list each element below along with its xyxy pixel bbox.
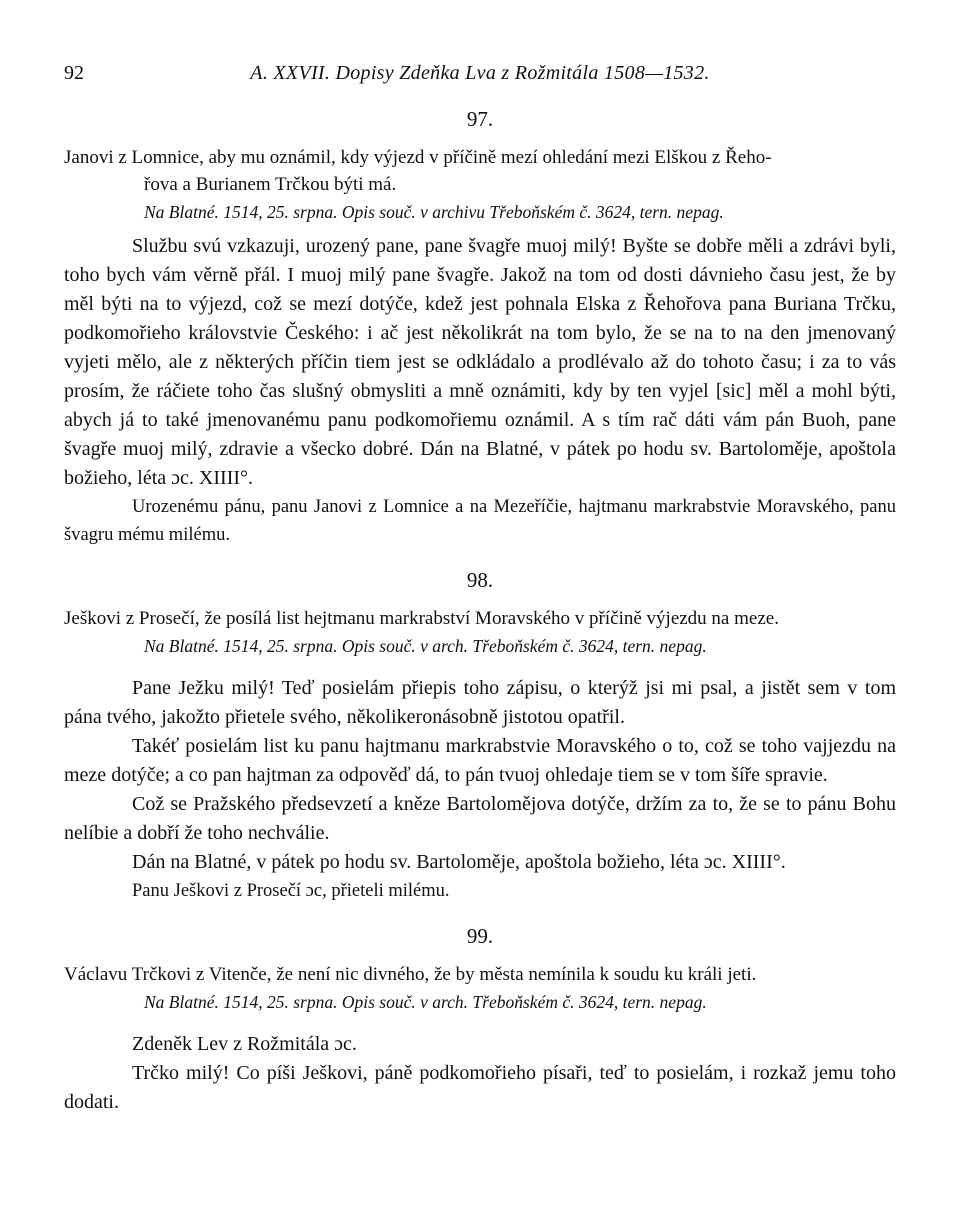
letter-summary <box>64 144 896 198</box>
source-note: Na Blatné. 1514, 25. srpna. Opis souč. v arch. Třeboňském č. 3624, tern. nepag. <box>144 992 707 1012</box>
source-note: Na Blatné. 1514, 25. srpna. Opis souč. v archivu Třeboňském č. 3624, tern. nepag. <box>144 202 724 222</box>
letter-paragraph: Pane Ježku milý! Teď posielám přiepis toho zápisu, o kterýž jsi mi psal, a jistět sem v tom pána tvého, jakožto přietele svého, několikeronásobně jistotou opatřil. <box>64 677 896 728</box>
letter-number: 97. <box>466 107 494 131</box>
letter-body: Službu svú vzkazuji, urozený pane, pane švagře muoj milý! Byšte se dobře měli a zdrávi byli, toho bych vám věrně přál. I muoj milý pane švagře. Jakož na tom od dosti dávnieho času jest, že by měl býti na to výjezd, což se mezí dotýče, kdež jest pohnala Elska z Řehořova pana Buriana Trčku, podkomořieho královstvie Českého: i ač jest několikrát na tom bylo, že se na to na den jmenovaný vyjeti mělo, ale z některých příčin tiem jest se odkládalo a prodlévalo až do tohoto času; i za to vás prosím, že ráčiete toho čas slušný obmysliti a mně oznámiti, kdy by ten vyjel [sic] měl a mohl býti, abych já to také jmenovanému panu podkomořiemu oznámil. A s tím rač dáti vám pán Buoh, pane švagře muoj milý, zdravie a všecko dobré. Dán na Blatné, v pátek po hodu sv. Bartoloměje, apoštola božieho, léta ɔc. XIIII°. <box>64 235 896 489</box>
letter-98 <box>64 567 896 905</box>
letter-number: 98. <box>466 568 494 592</box>
source-note: Na Blatné. 1514, 25. srpna. Opis souč. v arch. Třeboňském č. 3624, tern. nepag. <box>144 636 707 656</box>
letter-paragraph: Trčko milý! Co píši Ješkovi, páně podkomořieho písaři, teď to posielám, i rozkaž jemu toho dodati. <box>64 1062 896 1113</box>
letter-summary: Václavu Trčkovi z Vitenče, že není nic divného, že by města nemínila k soudu ku králi jeti. <box>64 964 757 985</box>
letter-paragraph: Což se Pražského předsevzetí a kněze Bartolomějova dotýče, držím za to, že se to pánu Bohu nelíbie a dobří že toho nechválie. <box>64 793 896 844</box>
summary-line: řova a Burianem Trčkou býti má. <box>144 174 397 195</box>
running-title: A. XXVII. Dopisy Zdeňka Lva z Rožmitála 1508—1532. <box>250 62 710 84</box>
letter-salutation: Zdeněk Lev z Rožmitála ɔc. <box>132 1033 357 1055</box>
letter-dating: Dán na Blatné, v pátek po hodu sv. Bartoloměje, apoštola božieho, léta ɔc. XIIII°. <box>132 851 786 873</box>
letter-99 <box>64 923 896 1117</box>
letter-address: Panu Ješkovi z Prosečí ɔc, přieteli milému. <box>132 881 450 901</box>
letter-number: 99. <box>466 924 494 948</box>
letter-97 <box>64 106 896 549</box>
letter-paragraph: Takéť posielám list ku panu hajtmanu markrabstvie Moravského o to, což se toho vajjezdu na meze dotýče; a co pan hajtman za odpověď dá, to pán tvuoj ohledaje tiem se v tom šíře spravie. <box>64 735 896 786</box>
letter-address: Urozenému pánu, panu Janovi z Lomnice a na Mezeříčie, hajtmanu markrabstvie Moravského, panu švagru mému milému. <box>64 497 896 545</box>
page-number: 92 <box>64 62 84 84</box>
summary-line: Janovi z Lomnice, aby mu oznámil, kdy výjezd v příčině mezí ohledání mezi Elškou z Řeho- <box>64 147 772 168</box>
page-header <box>64 62 896 90</box>
letter-summary: Ješkovi z Prosečí, že posílá list hejtmanu markrabství Moravského v příčině výjezdu na meze. <box>64 608 779 629</box>
